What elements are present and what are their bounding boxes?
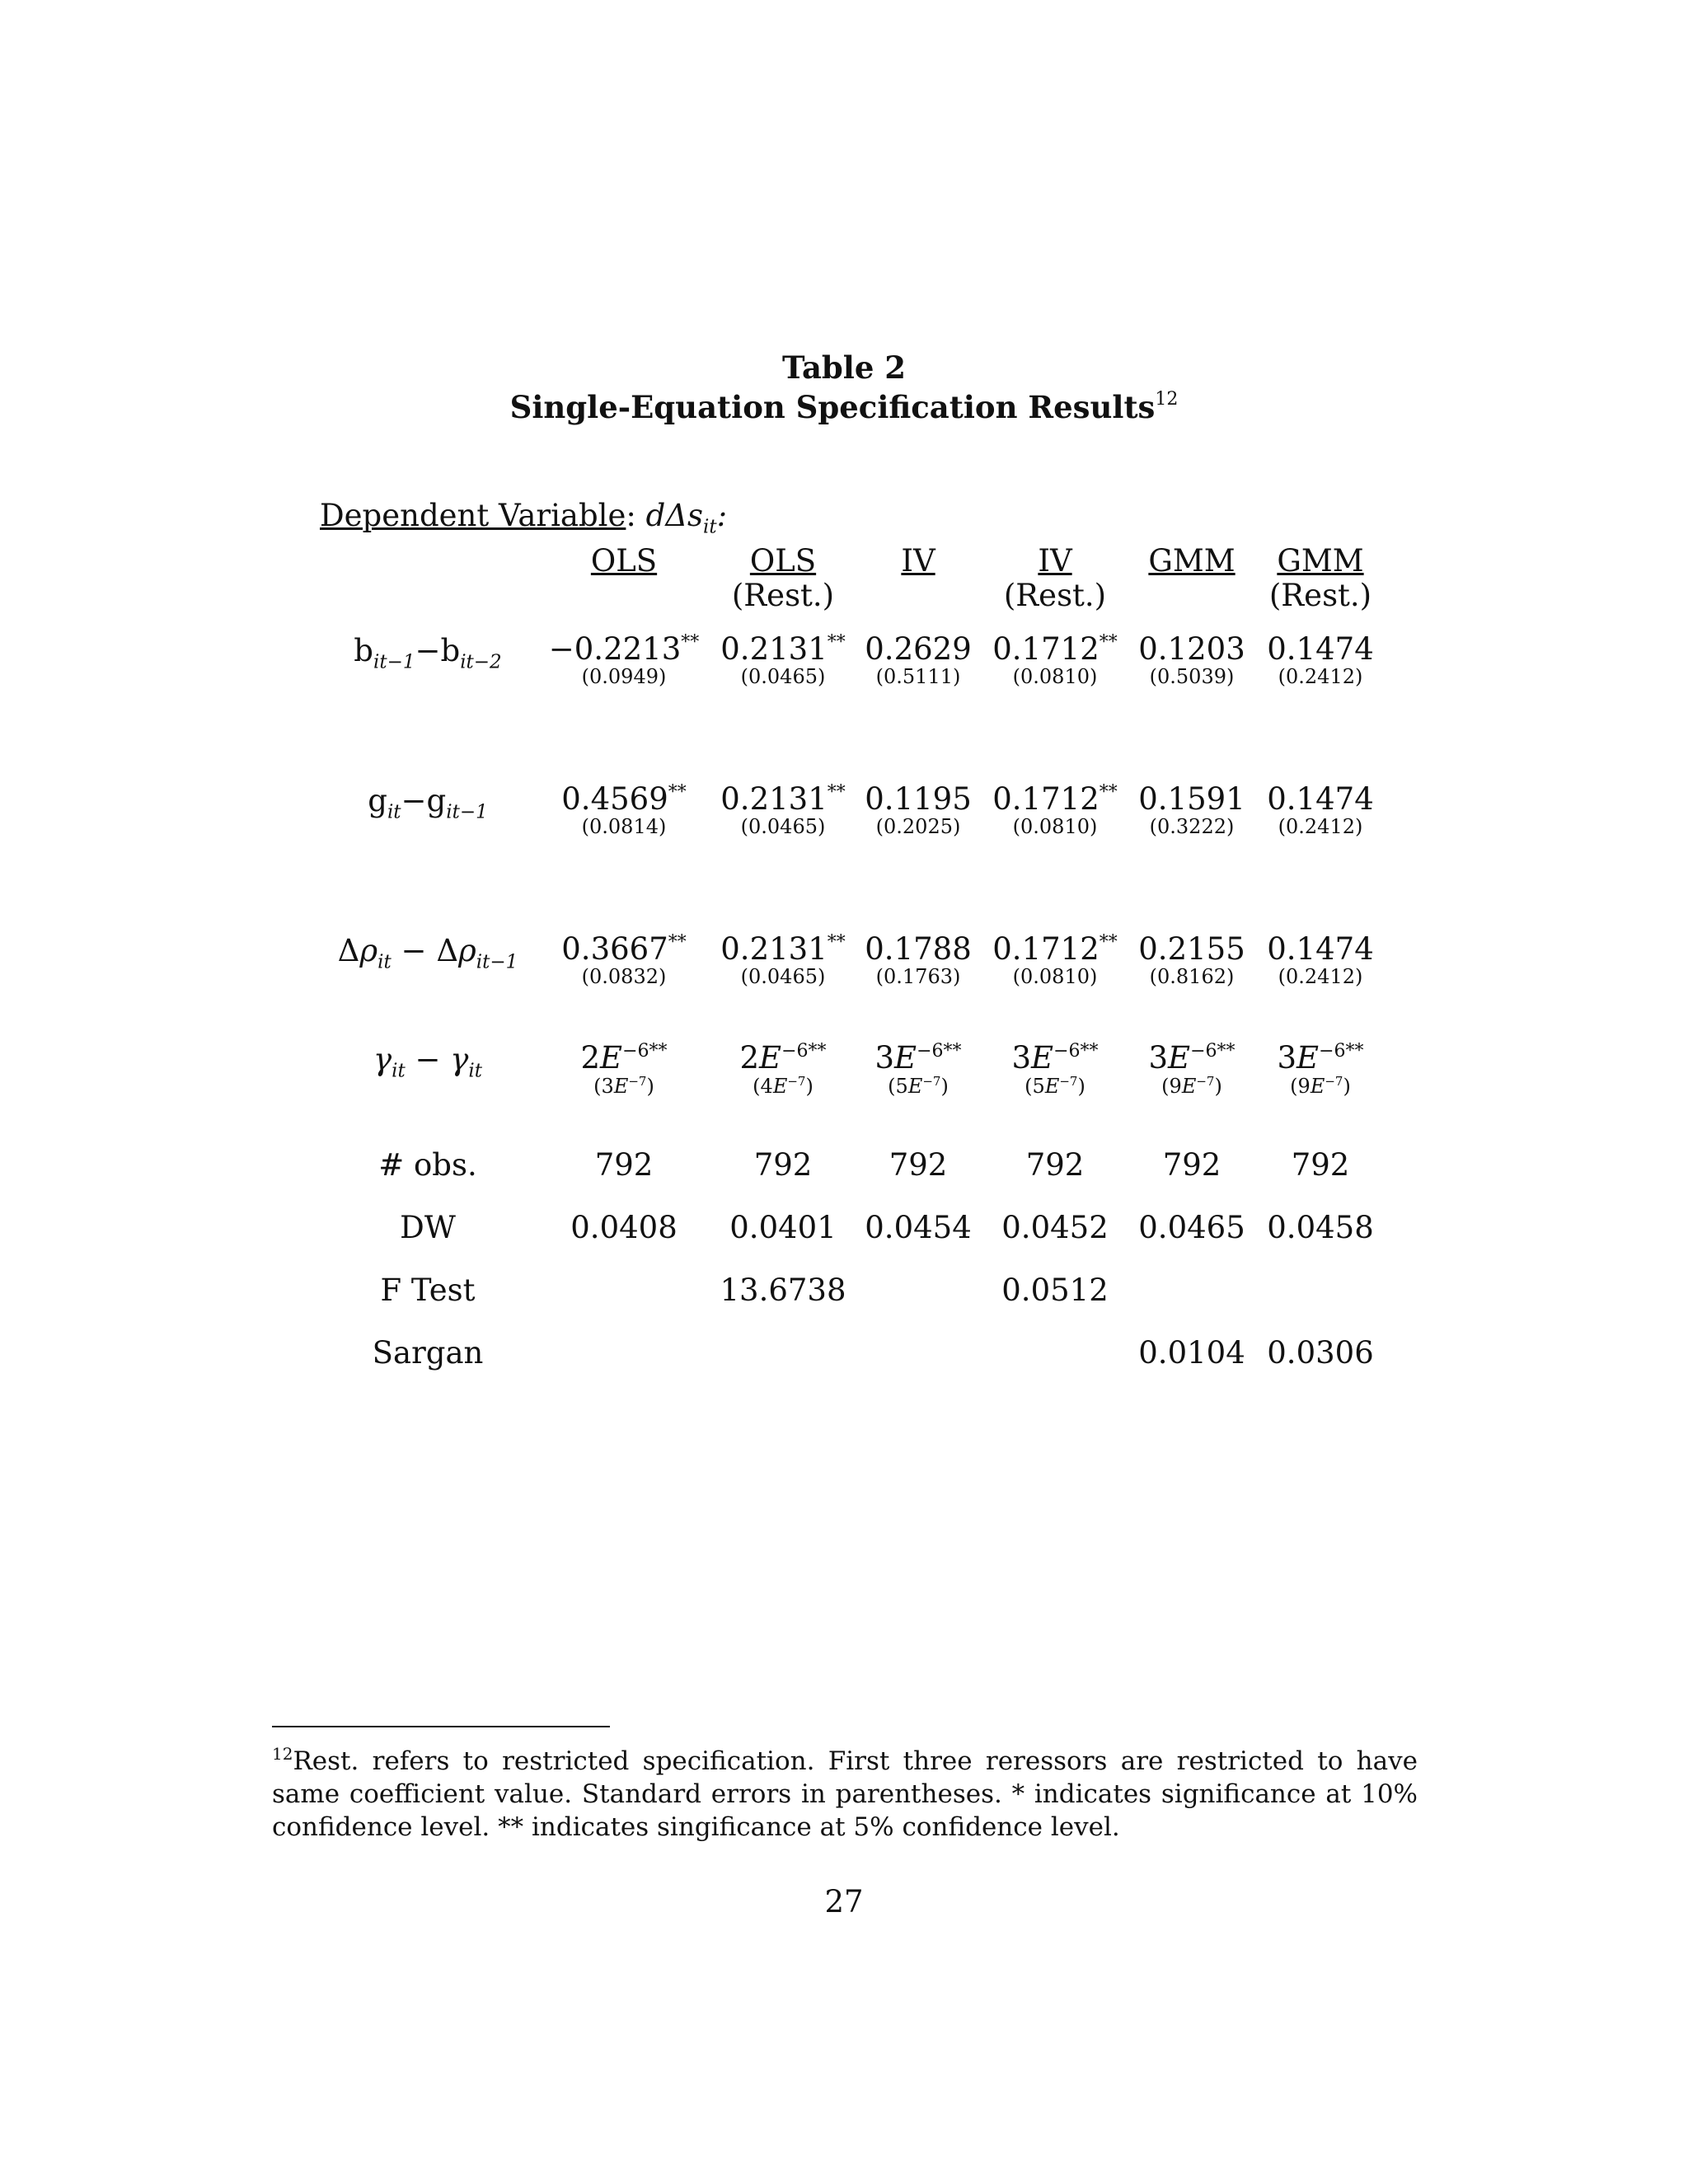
column-header-ols-rest: OLS (Rest.) — [731, 543, 835, 613]
stat-value: 792 — [889, 1147, 948, 1183]
column-header-gmm-rest: GMM (Rest.) — [1268, 543, 1372, 613]
stat-value: 792 — [753, 1147, 813, 1183]
column-header-ols: OLS — [590, 543, 658, 579]
cell: $2E^{-6**}$ $(3E^{-7})$ — [580, 1040, 668, 1098]
stat-value: 0.0104 — [1138, 1335, 1245, 1371]
stat-value: 0.0401 — [729, 1210, 837, 1245]
stat-value: 792 — [1162, 1147, 1221, 1183]
stat-label-obs: # obs. — [378, 1147, 477, 1183]
stat-label-sargan: Sargan — [372, 1335, 484, 1371]
cell: 0.1474 (0.2412) — [1267, 931, 1374, 988]
stat-value: 0.0458 — [1267, 1210, 1374, 1245]
table-subtitle: Single-Equation Specification Results$^{12}$ — [509, 389, 1179, 425]
stat-value: 0.0512 — [1001, 1272, 1109, 1308]
cell: $3E^{-6**}$ $(5E^{-7})$ — [1011, 1040, 1099, 1098]
footnote: $^{12}$Rest. refers to restricted specification. First three reressors are restricted to have same coefficient value. Standard errors in parentheses. * indicates significance at 10% confidence level. ** indicates singificance at 5% confidence level. — [272, 1744, 1418, 1842]
row-label-gamma-diff: $\gamma_{it} - \gamma_{it}$ — [373, 1042, 482, 1082]
cell: 0.3667** (0.0832) — [561, 931, 687, 988]
cell: −0.2213** (0.0949) — [548, 631, 700, 688]
stat-label-dw: DW — [400, 1210, 456, 1245]
footnote-mark: 12 — [1155, 389, 1179, 410]
cell: 0.1712** (0.0810) — [992, 931, 1118, 988]
row-label-g-diff: $g_{it}-g_{it-1}$ — [368, 783, 488, 823]
footnote-rule — [272, 1726, 610, 1727]
cell: $2E^{-6**}$ $(4E^{-7})$ — [739, 1040, 827, 1098]
cell: 0.1712** (0.0810) — [992, 631, 1118, 688]
cell: $3E^{-6**}$ $(9E^{-7})$ — [1277, 1040, 1364, 1098]
cell: 0.4569** (0.0814) — [561, 781, 687, 838]
column-header-iv-rest: IV (Rest.) — [1003, 543, 1107, 613]
stat-value: 0.0306 — [1267, 1335, 1374, 1371]
row-label-rho-diff: $\Delta\rho_{it} - \Delta\rho_{it-1}$ — [337, 933, 518, 973]
dependent-variable: Dependent Variable: dΔs$_{it}$: — [320, 498, 728, 538]
stat-value: 0.0452 — [1001, 1210, 1109, 1245]
cell: 0.2629 (0.5111) — [865, 631, 972, 688]
row-label-b-diff: $b_{it-1}-b_{it-2}$ — [354, 633, 502, 673]
cell: 0.1195 (0.2025) — [865, 781, 972, 838]
stat-value: 0.0454 — [865, 1210, 972, 1245]
cell: 0.2131** (0.0465) — [720, 931, 846, 988]
column-header-iv: IV — [901, 543, 935, 579]
cell: 0.1591 (0.3222) — [1138, 781, 1245, 838]
cell: 0.1788 (0.1763) — [865, 931, 972, 988]
stat-value: 13.6738 — [720, 1272, 846, 1308]
table-title: Table 2 — [781, 349, 907, 386]
cell: 0.1474 (0.2412) — [1267, 781, 1374, 838]
cell: 0.1712** (0.0810) — [992, 781, 1118, 838]
stat-value: 792 — [1291, 1147, 1350, 1183]
page-number: 27 — [824, 1884, 864, 1919]
column-header-gmm: GMM — [1148, 543, 1236, 579]
stat-value: 792 — [1025, 1147, 1085, 1183]
stat-value: 0.0465 — [1138, 1210, 1245, 1245]
cell: 0.2155 (0.8162) — [1138, 931, 1245, 988]
cell: 0.1474 (0.2412) — [1267, 631, 1374, 688]
cell: 0.2131** (0.0465) — [720, 631, 846, 688]
stat-value: 0.0408 — [570, 1210, 678, 1245]
stat-label-ftest: F Test — [380, 1272, 476, 1308]
stat-value: 792 — [594, 1147, 654, 1183]
cell: 0.1203 (0.5039) — [1138, 631, 1245, 688]
cell: 0.2131** (0.0465) — [720, 781, 846, 838]
cell: $3E^{-6**}$ $(5E^{-7})$ — [874, 1040, 962, 1098]
cell: $3E^{-6**}$ $(9E^{-7})$ — [1148, 1040, 1236, 1098]
